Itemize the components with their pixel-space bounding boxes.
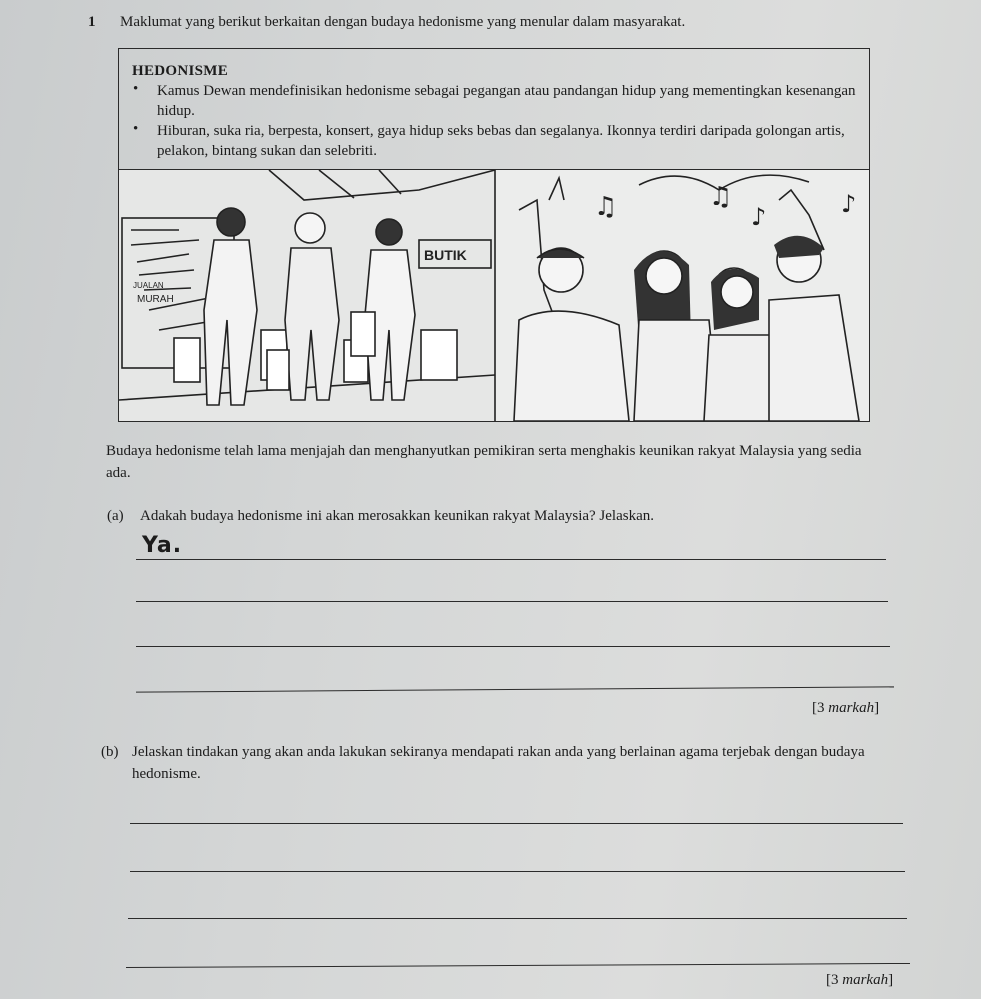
info-bullet-1: Kamus Dewan mendefinisikan hedonisme sebagai pegangan atau pandangan hidup yang mementingkan kesenangan hidup. xyxy=(157,83,856,119)
answer-line[interactable] xyxy=(136,646,890,647)
part-b-marks: [3 markah] xyxy=(826,972,894,988)
part-a-marks: [3 markah] xyxy=(812,700,880,716)
info-title: HEDONISME xyxy=(132,63,229,79)
bullet-icon: • xyxy=(133,121,139,137)
answer-line[interactable] xyxy=(126,963,910,968)
sale-sign-2: MURAH xyxy=(137,294,174,305)
sale-sign-1: JUALAN xyxy=(133,281,164,290)
part-b-label: (b) xyxy=(101,744,119,760)
info-bullet-2: Hiburan, suka ria, berpesta, konsert, gaya hidup seks bebas dan segalanya. Ikonnya terdiri daripada golongan artis, pelakon, bintang sukan dan selebriti. xyxy=(157,123,845,159)
answer-line[interactable] xyxy=(136,559,886,560)
answer-line[interactable] xyxy=(136,601,888,602)
part-a-label: (a) xyxy=(107,508,124,524)
info-text-panel xyxy=(119,49,869,170)
answer-line[interactable] xyxy=(130,823,903,824)
bullet-icon: • xyxy=(133,81,139,97)
answer-line[interactable] xyxy=(136,686,894,692)
music-note-icon: ♫ xyxy=(709,182,733,212)
part-a-question: Adakah budaya hedonisme ini akan merosakkan keunikan rakyat Malaysia? Jelaskan. xyxy=(140,508,654,524)
answer-line[interactable] xyxy=(130,871,905,872)
music-note-icon: ♪ xyxy=(841,190,857,218)
question-number: 1 xyxy=(88,14,96,30)
handwritten-answer: Ya. xyxy=(142,533,183,558)
info-box xyxy=(118,48,870,422)
hedonism-illustration xyxy=(119,170,869,421)
answer-line[interactable] xyxy=(128,918,907,919)
store-sign: BUTIK xyxy=(424,247,467,263)
music-note-icon: ♫ xyxy=(594,192,618,222)
part-b-question: Jelaskan tindakan yang akan anda lakukan sekiranya mendapati rakan anda yang berlainan agama terjebak dengan budaya hedonisme. xyxy=(132,744,865,782)
question-intro: Maklumat yang berikut berkaitan dengan budaya hedonisme yang menular dalam masyarakat. xyxy=(120,14,686,30)
shopping-scene-panel xyxy=(119,170,495,421)
caption: Budaya hedonisme telah lama menjajah dan menghanyutkan pemikiran serta menghakis keunikan rakyat Malaysia yang sedia ada. xyxy=(106,443,862,481)
music-note-icon: ♪ xyxy=(751,203,767,231)
